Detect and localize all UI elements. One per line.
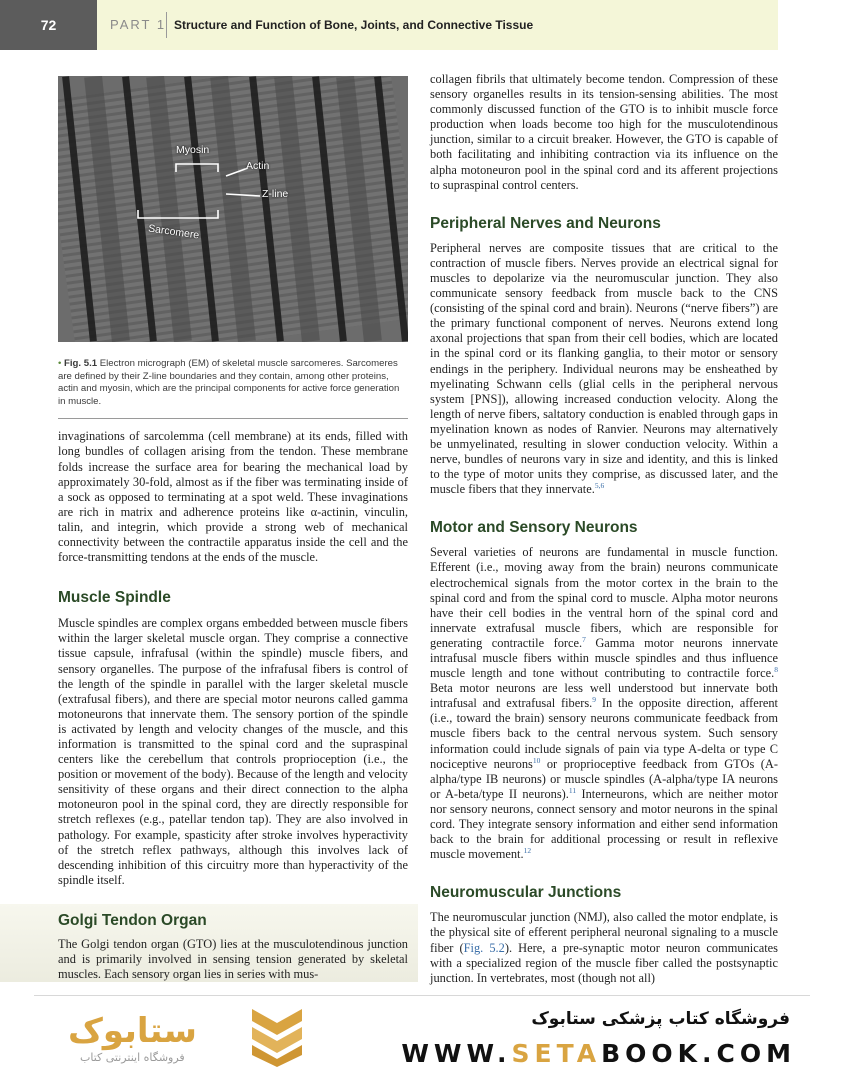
heading-motor-sensory-neurons: Motor and Sensory Neurons — [430, 519, 638, 537]
heading-neuromuscular-junctions: Neuromuscular Junctions — [430, 884, 622, 902]
footer-divider — [34, 995, 810, 996]
store-url-highlight: SETA — [511, 1039, 602, 1068]
label-myosin: Myosin — [176, 144, 210, 156]
gto-paragraph: The Golgi tendon organ (GTO) lies at the musculotendinous junction and is primarily involved in sensing tension generated by skeletal muscles. Each sensory organ lies in series with mus- — [58, 936, 408, 982]
msn-text-3: Beta motor neurons are less well understood but innervate both intrafusal and extrafusal fibers. — [430, 681, 778, 711]
right-column — [430, 72, 778, 986]
msn-text-2: Gamma motor neurons innervate intrafusal muscle fibers within muscle spindles and thus influence muscle length and tone without contributing to contractile force. — [430, 635, 778, 681]
label-sarcomere: Sarcomere — [147, 222, 200, 242]
reference-8[interactable]: 8 — [774, 664, 778, 674]
gto-section — [0, 904, 418, 982]
reference-5-6[interactable]: 5,6 — [594, 481, 605, 491]
peripheral-nerves-paragraph — [430, 241, 778, 498]
figure-5-2-link[interactable]: Fig. 5.2 — [463, 940, 505, 955]
msn-text-4: In the opposite direction, afferent (i.e., toward the brain) sensory neurons communicate feedback from muscle fibers back to the central nervous system. Such sensory information could include signals of pain via type A-delta or type C nociceptive neurons — [430, 696, 778, 771]
store-banner — [0, 995, 844, 1080]
nmj-text-2: ). Here, a pre-synaptic motor neuron communicates with a specialized region of the muscle fiber called the postsynaptic junction. In vertebrates, most (though not all) — [430, 940, 778, 985]
figure-caption — [58, 350, 408, 419]
store-url-prefix: WWW. — [401, 1039, 512, 1068]
store-url[interactable] — [401, 1039, 796, 1068]
gto-continued-paragraph: collagen fibrils that ultimately become tendon. Compression of these sensory organelles results in its tension-sensing abilities. The most commonly discussed function of the GTO is to inhibit muscle force production when loads become too high for the musculotendinous junction, similar to a circuit breaker. However, the GTO is capable of both facilitating and inhibiting contraction via its influence on the alpha motoneuron pool in the spinal cord and its afferent projections to supraspinal control centers. — [430, 72, 778, 192]
reference-12[interactable]: 12 — [523, 846, 532, 856]
muscle-spindle-paragraph: Muscle spindles are complex organs embedded between muscle fibers within the larger skeletal muscle organ. They comprise a connective tissue capsule, infrafusal (within the spindle) muscle fibers, and sensory organelles. The purpose of the infrafusal fibers is control of the length of the spindle in parallel with the larger skeletal muscle (extrafusal fibers), and there are special motor neurons called gamma motoneurons that innervate them. The sensory portion of the spindle is activated by length and velocity changes of the muscle, and this information is transmitted to the spinal cord and the supraspinal centers like the cerebellum that controls proprioception (i.e., the position or movement of the body). Because of the length and velocity sensitivity of these organs and their direct connection to the alpha motoneuron pool in the spinal cord, they are directly responsible for stretch reflexes (e.g., patellar tendon tap). They are also involved in pathology. For example, spasticity after stroke involves hyperactivity of the stretch reflex pathways, although this involves lack of descending inhibition of this circuitry more than hyperactivity of the spindle itself. — [58, 616, 408, 887]
page-number: 72 — [0, 0, 97, 50]
intro-paragraph: invaginations of sarcolemma (cell membrane) at its ends, filled with long bundles of collagen arising from the tendon. These membrane folds increase the surface area for bearing the mechanical load by approximately 30-fold, almost as if the fiber was terminating inside of a sock as opposed to terminating at a spot weld. These invaginations are rich in matrix and adherence proteins like α-actinin, vinculin, talin, and integrin, which provide a strong web of mechanical connectivity between the contractile apparatus inside the cell and the force-transmitting tendons at the ends of the muscle. — [58, 429, 408, 565]
heading-peripheral-nerves: Peripheral Nerves and Neurons — [430, 214, 661, 232]
nmj-paragraph — [430, 910, 778, 985]
reference-9[interactable]: 9 — [592, 695, 597, 705]
store-logo-icon — [252, 1009, 302, 1067]
header-divider — [166, 12, 167, 38]
peripheral-nerves-text: Peripheral nerves are composite tissues that are critical to the contraction of muscle fibers. Nerves provide an electrical signal for muscles to depolarize via the neuromuscular junction. They also communicate sensory feedback from muscle back to the CNS (consisting of the spinal cord and brain). Neurons (“nerve fibers”) are the primary functional component of nerves. Neurons extend long axonal projections that span from their cell bodies, which are located in the spinal cord or its flanking ganglia, to their motor or sensory endings in the periphery. Individual neurons may be ensheathed by myelinating Schwann cells (glial cells in the peripheral nervous system [PNS]), allowing increased conduction velocity. Along the length of nerve fibers, saltatory conduction is enabled through gaps in myelination known as nodes of Ranvier. Neurons may alternatively be unmyelinated, resulting in slower conduction velocity. Within a nerve, bundles of neurons vary in size and identity, and this is linked to the type of motor units they comprise, as discussed later, and the muscle fibers that they innervate. — [430, 240, 778, 497]
nmj-text-1: The neuromuscular junction (NMJ), also called the motor endplate, is the physical site of efferent peripheral neuronal signaling to a muscle fiber ( — [430, 910, 778, 955]
left-column — [58, 76, 408, 982]
reference-11[interactable]: 11 — [568, 785, 577, 795]
msn-text-6: Interneurons, which are neither motor nor sensory neurons, connect sensory and motor neurons in the spinal cord. They integrate sensory information and either send information back to the brain for additional processing or result in reflexive muscle movement. — [430, 786, 779, 862]
heading-golgi-tendon-organ: Golgi Tendon Organ — [58, 911, 207, 929]
label-z-line: Z-line — [262, 188, 289, 200]
store-logo-text: ستابوک — [68, 1011, 197, 1051]
part-label: PART 1 — [110, 17, 167, 32]
motor-sensory-paragraph — [430, 545, 778, 862]
running-title: Structure and Function of Bone, Joints, and Connective Tissue — [174, 18, 534, 32]
heading-muscle-spindle: Muscle Spindle — [58, 589, 171, 607]
store-logo-subtitle: فروشگاه اینترنتی کتاب — [80, 1051, 185, 1064]
figure-5-1-micrograph — [58, 76, 408, 342]
micrograph-image — [58, 76, 408, 342]
reference-7[interactable]: 7 — [582, 634, 586, 644]
msn-text-1: Several varieties of neurons are fundamental in muscle function. Efferent (i.e., moving away from the brain) neurons communicate electrochemical signals from the motor cortex in the brain to the spinal cord and from the spinal cord to muscle. Alpha motor neurons have their cell bodies in the ventral horn of the spinal cord and innervate extrafusal muscle fibers, which are responsible for generating contractile force. — [430, 545, 778, 650]
caption-bullet: • — [58, 358, 62, 369]
store-url-suffix: BOOK.COM — [601, 1039, 796, 1068]
caption-text: Electron micrograph (EM) of skeletal muscle sarcomeres. Sarcomeres are defined by their Z-line boundaries and they contain, among other proteins, actin and myosin, which are the principal components for active force generation in muscle. — [58, 358, 400, 407]
reference-10[interactable]: 10 — [532, 755, 541, 765]
msn-text-5: or proprioceptive feedback from GTOs (A-alpha/type IB neurons) or muscle spindles (A-alpha/type IA neurons or A-beta/type II neurons). — [430, 756, 778, 801]
caption-figure-number: Fig. 5.1 — [64, 358, 98, 369]
store-name: فروشگاه کتاب پزشکی ستابوک — [531, 1009, 790, 1029]
running-header — [0, 0, 778, 50]
label-actin: Actin — [246, 160, 270, 172]
